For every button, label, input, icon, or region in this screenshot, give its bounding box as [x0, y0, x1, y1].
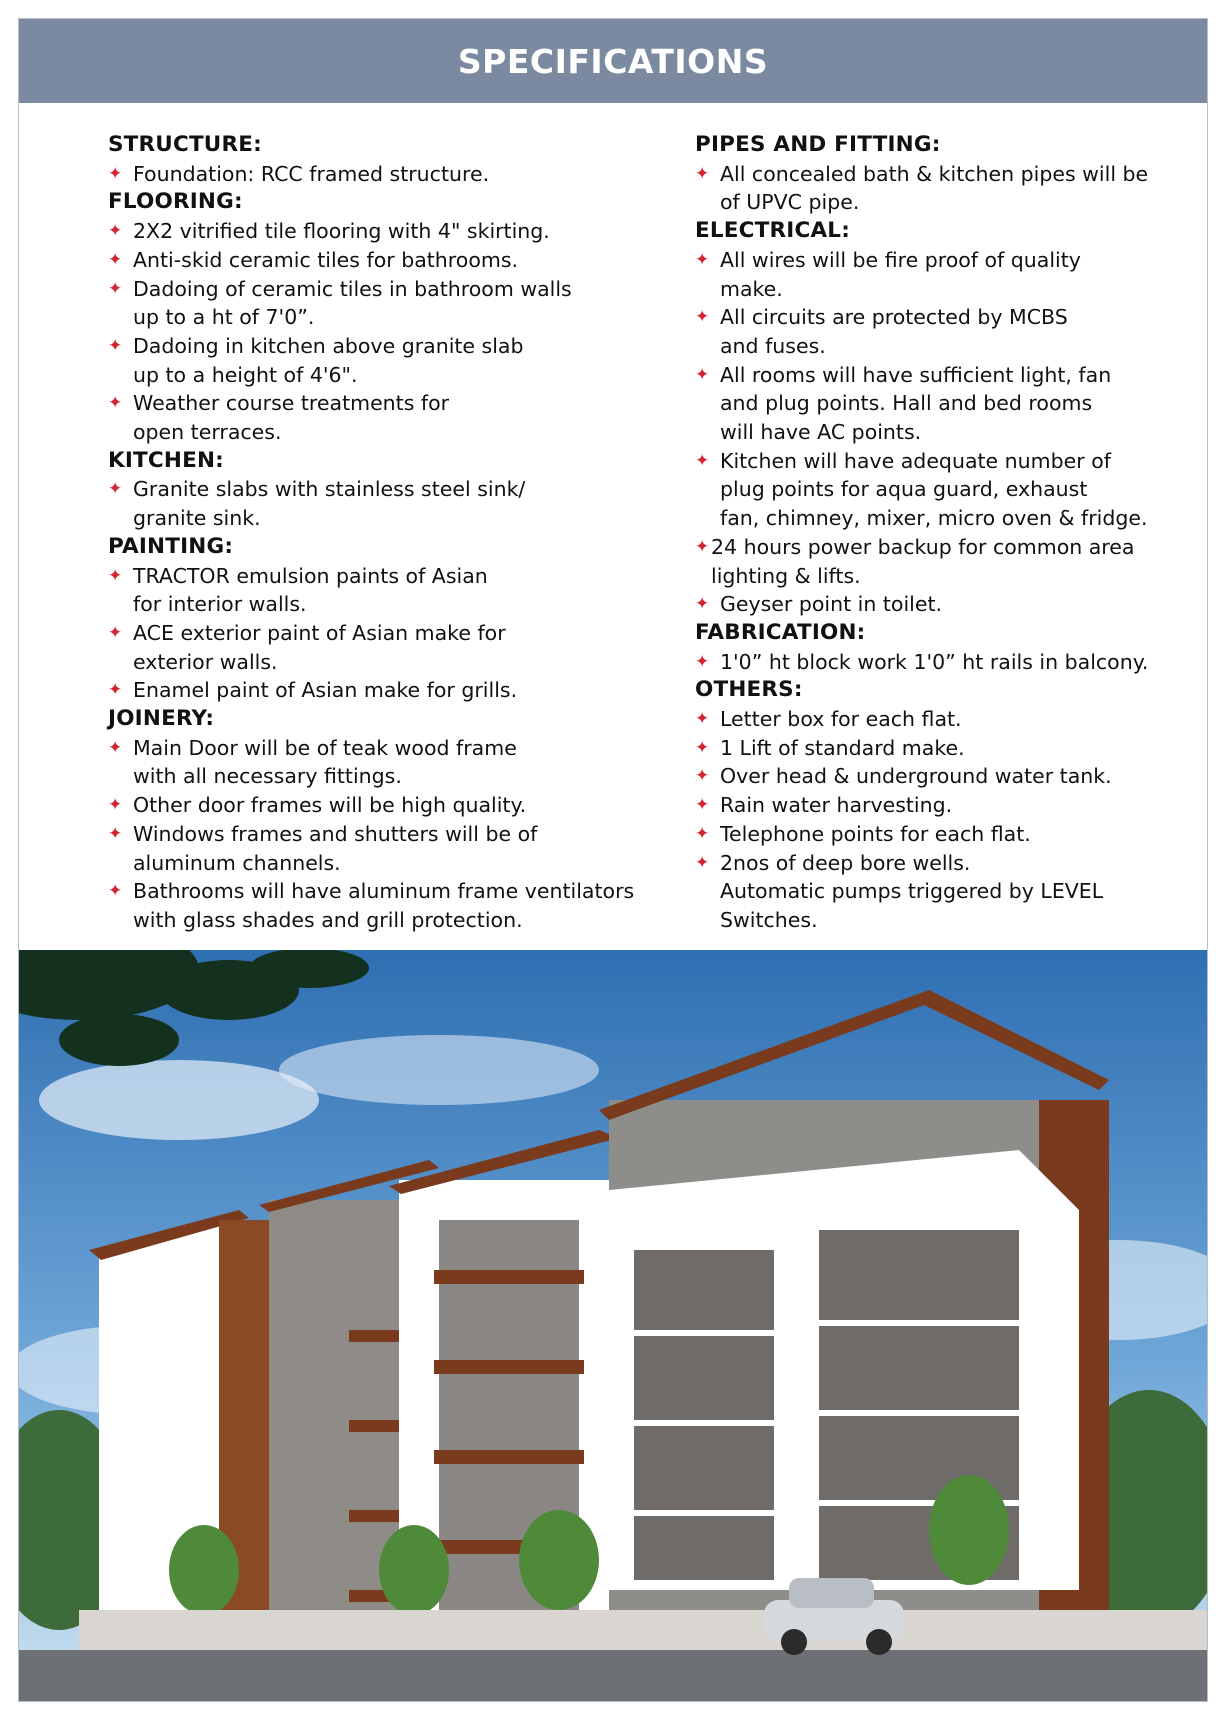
- spec-item-text: Dadoing of ceramic tiles in bathroom walls up to a ht of 7'0”.: [133, 276, 572, 330]
- bullet-star-icon: ✦: [695, 450, 710, 471]
- section-title: ELECTRICAL:: [695, 218, 850, 244]
- spec-item-text: Rain water harvesting.: [720, 793, 953, 818]
- bullet-star-icon: ✦: [695, 594, 710, 615]
- spec-list-item: [695, 246, 1195, 303]
- right-spec-column: [695, 131, 1195, 935]
- spec-list-item: [108, 619, 648, 676]
- cloud: [39, 1060, 319, 1140]
- spec-item-text: All wires will be fire proof of quality make.: [720, 247, 1081, 301]
- spec-item-text: Enamel paint of Asian make for grills.: [133, 678, 518, 703]
- bullet-star-icon: ✦: [108, 823, 123, 844]
- spec-item-text: Main Door will be of teak wood frame with all necessary fittings.: [133, 735, 517, 789]
- spec-item-text: Foundation: RCC framed structure.: [133, 161, 490, 186]
- bullet-star-icon: ✦: [695, 709, 710, 730]
- road: [19, 1650, 1208, 1702]
- bullet-star-icon: ✦: [108, 795, 123, 816]
- spec-list-item: [108, 820, 648, 877]
- spec-page: [18, 18, 1208, 1702]
- section-title: FLOORING:: [108, 189, 243, 215]
- section-title: OTHERS:: [695, 677, 803, 703]
- spec-item-text: Anti-skid ceramic tiles for bathrooms.: [133, 247, 519, 272]
- bullet-star-icon: ✦: [108, 622, 123, 643]
- spec-list-item: [108, 332, 648, 389]
- bullet-star-icon: ✦: [108, 163, 123, 184]
- spec-list-item: [695, 734, 1195, 763]
- bullet-star-icon: ✦: [108, 737, 123, 758]
- bullet-star-icon: ✦: [695, 163, 710, 184]
- spec-item-text: Bathrooms will have aluminum frame ventilators with glass shades and grill protection.: [133, 879, 635, 932]
- spec-item-text: Kitchen will have adequate number of plug points for aqua guard, exhaust fan, chimney, mixer, micro oven & fridge.: [720, 448, 1148, 531]
- spec-item-text: Telephone points for each flat.: [720, 821, 1031, 846]
- spec-list-item: [695, 849, 1195, 935]
- spec-list-item: [108, 389, 648, 446]
- section-title: FABRICATION:: [695, 619, 866, 645]
- spec-list-item: [695, 705, 1195, 734]
- section-title: PIPES AND FITTING:: [695, 132, 941, 157]
- bullet-star-icon: ✦: [108, 221, 123, 242]
- spec-list-item: [695, 361, 1195, 447]
- spec-item-text: Dadoing in kitchen above granite slab up to a height of 4'6".: [133, 333, 524, 387]
- compound-wall: [79, 1610, 1208, 1650]
- spec-item-text: Weather course treatments for open terraces.: [133, 391, 450, 445]
- bullet-star-icon: ✦: [108, 479, 123, 500]
- spec-item-text: All rooms will have sufficient light, fan and plug points. Hall and bed rooms will have AC points.: [720, 362, 1112, 445]
- bullet-star-icon: ✦: [695, 766, 710, 787]
- spec-list-item: [108, 246, 648, 275]
- bullet-star-icon: ✦: [695, 737, 710, 758]
- spec-item-text: 2X2 vitrified tile flooring with 4" skirting.: [133, 219, 550, 244]
- spec-header: [19, 19, 1207, 103]
- bullet-star-icon: ✦: [695, 852, 710, 873]
- spec-item-text: 1 Lift of standard make.: [720, 735, 965, 760]
- page-title: SPECIFICATIONS: [457, 41, 769, 81]
- spec-item-text: All circuits are protected by MCBS and fuses.: [720, 305, 1068, 358]
- spec-list-item: [695, 762, 1195, 791]
- bullet-star-icon: ✦: [695, 536, 710, 557]
- bullet-star-icon: ✦: [695, 651, 710, 672]
- spec-item-text: Letter box for each flat.: [720, 707, 962, 732]
- spec-list-item: [108, 217, 648, 246]
- spec-item-text: 24 hours power backup for common area lighting & lifts.: [711, 534, 1135, 588]
- spec-item-text: Other door frames will be high quality.: [133, 793, 527, 818]
- spec-list-item: [108, 562, 648, 619]
- spec-list-item: [108, 734, 648, 791]
- spec-list-item: [108, 676, 648, 705]
- section-title: PAINTING:: [108, 533, 234, 559]
- bullet-star-icon: ✦: [108, 565, 123, 586]
- bullet-star-icon: ✦: [695, 795, 710, 816]
- spec-list-item: [695, 648, 1195, 677]
- spec-list-item: [108, 275, 648, 332]
- bullet-star-icon: ✦: [695, 249, 710, 270]
- building-illustration: [19, 950, 1208, 1702]
- bullet-star-icon: ✦: [695, 364, 710, 385]
- bullet-star-icon: ✦: [108, 335, 123, 356]
- bullet-star-icon: ✦: [108, 881, 123, 902]
- left-spec-column: [108, 131, 648, 935]
- spec-list-item: [695, 160, 1195, 217]
- spec-item-text: 2nos of deep bore wells. Automatic pumps triggered by LEVEL Switches.: [720, 850, 1104, 932]
- spec-item-text: TRACTOR emulsion paints of Asian for interior walls.: [133, 563, 488, 617]
- spec-item-text: Granite slabs with stainless steel sink/ granite sink.: [133, 477, 526, 531]
- spec-list-item: [695, 791, 1195, 820]
- bullet-star-icon: ✦: [695, 307, 710, 328]
- spec-item-text: ACE exterior paint of Asian make for exterior walls.: [133, 620, 506, 674]
- cloud: [279, 1035, 599, 1105]
- section-title: JOINERY:: [108, 706, 215, 732]
- spec-item-text: All concealed bath & kitchen pipes will be of UPVC pipe.: [720, 161, 1149, 215]
- bullet-star-icon: ✦: [108, 249, 123, 270]
- spec-list-item: [695, 590, 1195, 619]
- spec-item-text: 1'0” ht block work 1'0” ht rails in balcony.: [720, 649, 1149, 674]
- spec-list-item: [695, 820, 1195, 849]
- bullet-star-icon: ✦: [108, 680, 123, 701]
- section-title: KITCHEN:: [108, 447, 224, 473]
- spec-list-item: [108, 475, 648, 532]
- spec-list-item: [695, 533, 1195, 590]
- section-title: STRUCTURE:: [108, 132, 262, 157]
- spec-item-text: Geyser point in toilet.: [720, 592, 943, 617]
- spec-item-text: Windows frames and shutters will be of aluminum channels.: [133, 821, 538, 875]
- bullet-star-icon: ✦: [695, 823, 710, 844]
- bullet-star-icon: ✦: [108, 393, 123, 414]
- spec-list-item: [108, 160, 648, 189]
- spec-list-item: [695, 447, 1195, 533]
- spec-list-item: [108, 877, 648, 934]
- spec-item-text: Over head & underground water tank.: [720, 764, 1112, 789]
- spec-list-item: [108, 791, 648, 820]
- spec-list-item: [695, 303, 1195, 360]
- bullet-star-icon: ✦: [108, 278, 123, 299]
